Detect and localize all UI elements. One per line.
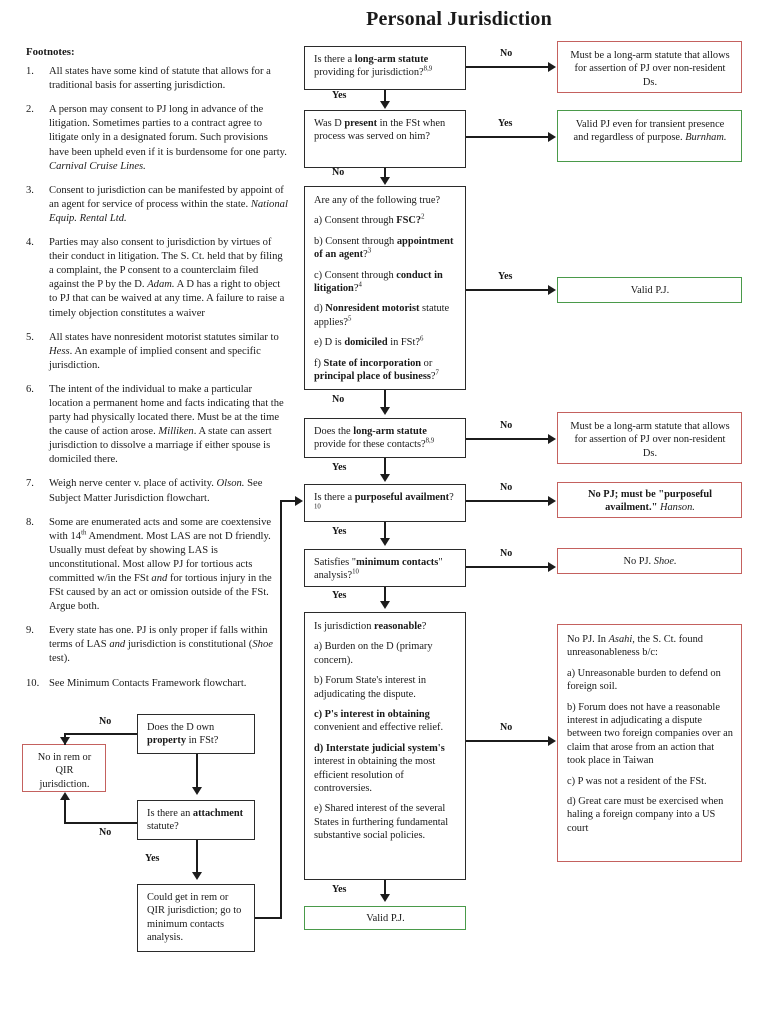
- footnote-number: 10.: [26, 677, 40, 689]
- result-transient-presence: Valid PJ even for transient presence and regardless of purpose. Burnham.: [557, 110, 742, 162]
- footnote-item: [26, 677, 288, 691]
- arrowhead-longarm-to-present: [380, 101, 390, 109]
- footnotes-panel: [26, 45, 288, 701]
- footnote-text: All states have nonresident motorist statutes similar to Hess. An example of implied consent and specific jurisdiction.: [49, 331, 279, 371]
- arrowhead-contacts-no: [548, 434, 556, 444]
- connector-longarm-no: [466, 66, 550, 68]
- arrowhead-longarm-no: [548, 62, 556, 72]
- footnote-text: The intent of the individual to make a particular location a permanent home and facts indicating that the party had physically located there. Must be at the time the cause of action arose. Milliken. A state can assert jurisdiction to dissolve a marriage if either spouse is domiciled there.: [49, 383, 284, 466]
- footnote-number: 1.: [26, 66, 34, 78]
- arrowhead-property-no: [60, 737, 70, 745]
- arrowhead-attachment-no: [60, 792, 70, 800]
- arrowhead-consent-yes: [548, 285, 556, 295]
- decision-consent-bases: [304, 186, 466, 390]
- footnote-number: 4.: [26, 237, 34, 249]
- list-item: a) Consent through FSC?$^2$: [314, 213, 425, 227]
- footnote-number: 8.: [26, 516, 34, 528]
- footnote-number: 9.: [26, 625, 34, 637]
- result-no-long-arm-statute-1: Must be a long-arm statute that allows for assertion of PJ over non-resident Ds.: [557, 41, 742, 93]
- edge-label-no-property: No: [99, 716, 112, 727]
- result-no-pj-shoe: No PJ. Shoe.: [557, 548, 742, 574]
- arrowhead-consent-to-contacts: [380, 407, 390, 415]
- connector-could-to-purposeful-v: [280, 500, 282, 919]
- decision-d-owns-property: Does the D own property in FSt?: [137, 714, 255, 754]
- connector-contacts-no: [466, 438, 550, 440]
- connector-attachment-no-v: [64, 800, 66, 824]
- footnote-text: All states have some kind of statute that allows for a traditional basis for asserting jurisdiction.: [49, 66, 271, 92]
- connector-property-no-h: [64, 733, 137, 735]
- result-no-long-arm-statute-2: Must be a long-arm statute that allows for assertion of PJ over non-resident Ds.: [557, 412, 742, 464]
- list-item: e) Shared interest of the several States in furthering fundamental substantive social policies.: [314, 803, 449, 842]
- list-item: a) Unreasonable burden to defend on foreign soil.: [567, 667, 721, 693]
- arrowhead-present-to-consent: [380, 177, 390, 185]
- edge-label-no-reasonable: No: [500, 722, 513, 733]
- decision-purposeful-availment: Is there a purposeful availment?$^{10}$: [304, 484, 466, 522]
- footnotes-heading: Footnotes:: [26, 46, 75, 58]
- edge-label-yes-consent: Yes: [498, 271, 513, 282]
- connector-consent-yes: [466, 289, 550, 291]
- footnote-text: Parties may also consent to jurisdiction by virtues of their conduct in litigation. The S. Ct. held that by filing a complaint, the P consent to a counterclaim filed against the P by the D. Adam. A D has a right to object to PJ that can be waived at any time. A failure to raise a timely objection constitutes a waiver: [49, 237, 285, 319]
- connector-reasonable-no: [466, 740, 550, 742]
- decision-reasonableness: [304, 612, 466, 880]
- result-valid-pj-consent: Valid P.J.: [557, 277, 742, 303]
- footnote-number: 3.: [26, 184, 34, 196]
- list-item: c) Consent through conduct in litigation?$^4$: [314, 269, 443, 295]
- footnote-text: Every state has one. PJ is only proper if falls within terms of LAS and jurisdiction is constitutional (Shoe test).: [49, 625, 273, 665]
- reasonable-heading: Is jurisdiction reasonable?: [314, 621, 427, 632]
- connector-purposeful-no: [466, 500, 550, 502]
- list-item: c) P's interest in obtaining convenient and effective relief.: [314, 709, 444, 734]
- result-could-get-in-rem: Could get in rem or QIR jurisdiction; go to minimum contacts analysis.: [137, 884, 255, 952]
- list-item: b) Forum does not have a reasonable interest in adjudicating a dispute between two foreign companies over an claim that arose from an action that took place in Taiwan: [567, 701, 733, 767]
- result-asahi-unreasonable: [557, 624, 742, 862]
- footnote-number: 2.: [26, 104, 34, 116]
- footnote-item: [26, 516, 288, 615]
- reasonable-items: [314, 640, 457, 842]
- footnote-text: See Minimum Contacts Framework flowchart.: [49, 677, 247, 689]
- consent-items: [314, 214, 457, 383]
- arrowhead-property-to-attachment: [192, 787, 202, 795]
- connector-attachment-to-could: [196, 840, 198, 874]
- result-valid-pj-final: Valid P.J.: [304, 906, 466, 930]
- list-item: a) Burden on the D (primary concern).: [314, 641, 433, 666]
- edge-label-yes-mincontacts: Yes: [332, 590, 347, 601]
- list-item: e) D is domiciled in FSt?$^6$: [314, 335, 424, 349]
- footnote-text: Some are enumerated acts and some are coextensive with 14th Amendment. Most LAS are not D friendly. Usually must defeat by showing LAS is unconstitutional. Most allow PJ for tortious acts committed w/in the FSt and for tortious injury in the FSt caused by an act or omission outside of the FSt. Argue both.: [49, 516, 272, 613]
- footnote-number: 5.: [26, 331, 34, 343]
- footnote-item: [26, 184, 288, 226]
- connector-property-to-attachment: [196, 754, 198, 789]
- footnote-item: [26, 383, 288, 468]
- edge-label-yes-longarm: Yes: [332, 90, 347, 101]
- footnote-item: [26, 65, 288, 93]
- list-item: b) Consent through appointment of an agent?$^3$: [314, 235, 454, 261]
- arrowhead-could-to-purposeful: [295, 496, 303, 506]
- list-item: f) State of incorporation or principal place of business?$^7$: [314, 357, 439, 383]
- arrowhead-present-yes: [548, 132, 556, 142]
- footnote-number: 7.: [26, 478, 34, 490]
- footnote-number: 6.: [26, 383, 34, 395]
- decision-long-arm-statute: Is there a long-arm statute providing for jurisdiction?$^{8,9}$: [304, 46, 466, 90]
- footnotes-list: [26, 65, 288, 691]
- decision-minimum-contacts: Satisfies "minimum contacts" analysis?$^{10}$: [304, 549, 466, 587]
- edge-label-no-present: No: [332, 167, 345, 178]
- edge-label-no-attachment: No: [99, 827, 112, 838]
- connector-attachment-no-h: [64, 822, 137, 824]
- edge-label-yes-purposeful: Yes: [332, 526, 347, 537]
- arrowhead-purposeful-to-mincontacts: [380, 538, 390, 546]
- consent-heading: Are any of the following true?: [314, 195, 441, 206]
- footnote-item: [26, 103, 288, 173]
- decision-long-arm-covers-contacts: Does the long-arm statute provide for these contacts?$^{8,9}$: [304, 418, 466, 458]
- edge-label-no-contacts: No: [500, 420, 513, 431]
- asahi-heading: No PJ. In Asahi, the S. Ct. found unreasonableness b/c:: [567, 634, 703, 659]
- list-item: c) P was not a resident of the FSt.: [567, 775, 707, 787]
- footnote-text: Weigh nerve center v. place of activity. Olson. See Subject Matter Jurisdiction flowchart.: [49, 478, 263, 504]
- page-title: Personal Jurisdiction: [366, 8, 552, 30]
- arrowhead-mincontacts-no: [548, 562, 556, 572]
- connector-mincontacts-no: [466, 566, 550, 568]
- result-no-in-rem-jurisdiction: No in rem or QIR jurisdiction.: [22, 744, 106, 792]
- edge-label-yes-attachment: Yes: [145, 853, 160, 864]
- footnote-item: [26, 477, 288, 505]
- arrowhead-purposeful-no: [548, 496, 556, 506]
- edge-label-yes-contacts: Yes: [332, 462, 347, 473]
- list-item: b) Forum State's interest in adjudicating the dispute.: [314, 675, 427, 700]
- edge-label-no-consent: No: [332, 394, 345, 405]
- list-item: d) Interstate judicial system's interest in obtaining the most efficient resolution of controversies.: [314, 742, 445, 795]
- decision-d-present-in-fst: Was D present in the FSt when process was served on him?: [304, 110, 466, 168]
- list-item: d) Nonresident motorist statute applies?$^5$: [314, 303, 450, 328]
- arrowhead-reasonable-no: [548, 736, 556, 746]
- asahi-items: [567, 667, 733, 835]
- footnote-item: [26, 236, 288, 321]
- footnote-item: [26, 624, 288, 666]
- connector-present-yes: [466, 136, 550, 138]
- footnote-item: [26, 331, 288, 373]
- footnote-text: Consent to jurisdiction can be manifested by appoint of an agent for service of process within the state. National Equip. Rental Ltd.: [49, 184, 288, 224]
- decision-attachment-statute: Is there an attachment statute?: [137, 800, 255, 840]
- connector-could-to-purposeful-h1: [255, 917, 282, 919]
- edge-label-no-mincontacts: No: [500, 548, 513, 559]
- footnote-text: A person may consent to PJ long in advance of the litigation. Sometimes parties to a contract agree to litigate only in a designated forum. Such provisions have been upheld even if it is burdensome for one party. Carnival Cruise Lines.: [49, 104, 287, 172]
- result-no-pj-purposeful-availment: No PJ; must be "purposeful availment." Hanson.: [557, 482, 742, 518]
- edge-label-yes-reasonable: Yes: [332, 884, 347, 895]
- arrowhead-contacts-to-purposeful: [380, 474, 390, 482]
- arrowhead-mincontacts-to-reasonable: [380, 601, 390, 609]
- connector-could-to-purposeful-h2: [280, 500, 296, 502]
- edge-label-yes-present: Yes: [498, 118, 513, 129]
- arrowhead-reasonable-to-valid: [380, 894, 390, 902]
- list-item: d) Great care must be exercised when haling a foreign company into a US court: [567, 796, 724, 834]
- arrowhead-attachment-to-could: [192, 872, 202, 880]
- edge-label-no-purposeful: No: [500, 482, 513, 493]
- edge-label-no-longarm: No: [500, 48, 513, 59]
